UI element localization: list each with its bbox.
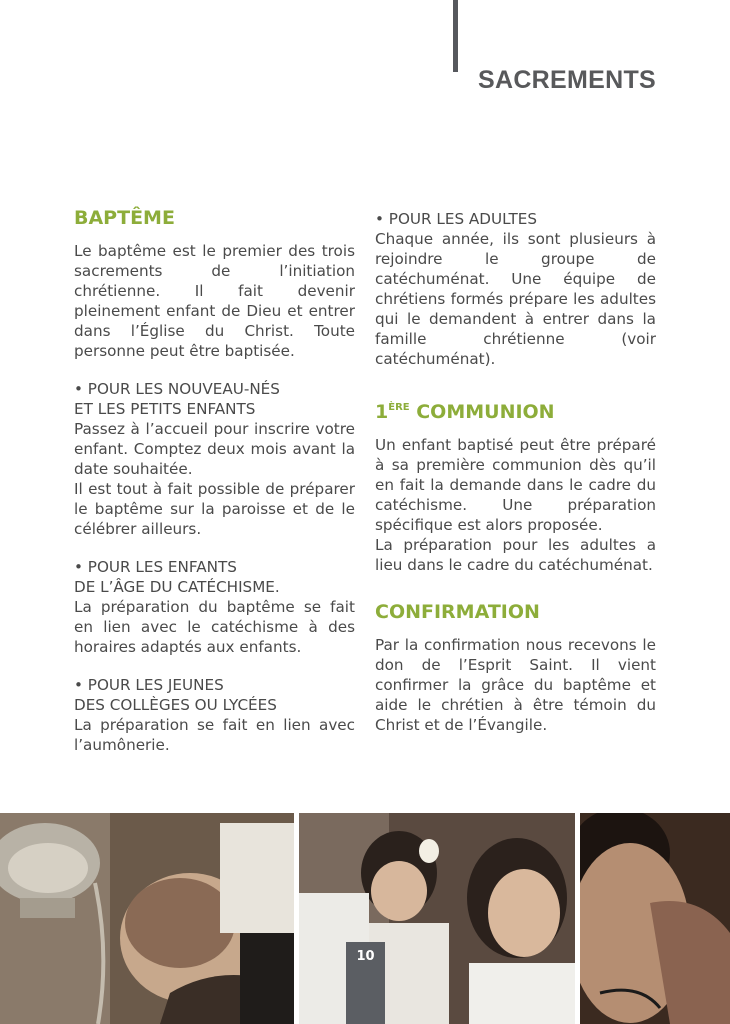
confirmation-block [375,599,656,735]
section-title: • POUR LES ADULTES [375,210,538,228]
confirmation-heading: CONFIRMATION [375,601,540,623]
section-text: La préparation du baptême se fait en lien avec le catéchisme à des horaires adaptés aux enfants. [74,598,355,656]
communion-heading-sup: ÈRE [388,402,410,413]
confirmation-photo [580,813,730,1024]
section-text: La préparation se fait en lien avec l’aumônerie. [74,716,355,754]
section-title: • POUR LES JEUNES [74,676,224,694]
communion-text-2: La préparation pour les adultes a lieu dans le cadre du catéchuménat. [375,536,656,574]
communion-block [375,395,656,575]
section-title: DES COLLÈGES OU LYCÉES [74,696,277,714]
bapteme-heading: BAPTÊME [74,207,175,229]
communion-text: Un enfant baptisé peut être préparé à sa première communion dès qu’il en fait la demande dans le cadre du catéchisme. Une préparation spécifique est alors proposée. [375,436,656,534]
baptism-photo [0,813,294,1024]
section-text: Il est tout à fait possible de préparer le baptême sur la paroisse et de le célébrer ailleurs. [74,480,355,538]
bapteme-section-nouveau-nes [74,379,355,539]
bapteme-block [74,205,355,361]
section-title: DE L’ÂGE DU CATÉCHISME. [74,578,280,596]
adultes-block [375,209,656,369]
section-title: ET LES PETITS ENFANTS [74,400,256,418]
header-rule [453,0,458,72]
section-text: Chaque année, ils sont plusieurs à rejoindre le groupe de catéchuménat. Une équipe de chrétiens formés prépare les adultes qui le demandent à entrer dans la famille chrétienne (voir catéchuménat). [375,230,656,368]
page-title: SACREMENTS [477,66,656,94]
communion-heading-number: 1 [375,401,389,423]
section-title: • POUR LES ENFANTS [74,558,237,576]
communion-photo [299,813,575,1024]
left-column [74,205,355,773]
confirmation-text: Par la confirmation nous recevons le don de l’Esprit Saint. Il vient confirmer la grâce du baptême et aide le chrétien à être témoin du Christ et de l’Évangile. [375,636,656,734]
bapteme-section-enfants [74,557,355,657]
page-number: 10 [346,942,385,1024]
bapteme-intro: Le baptême est le premier des trois sacrements de l’initiation chrétienne. Il fait devenir pleinement enfant de Dieu et entrer dans l’Église du Christ. Toute personne peut être baptisée. [74,242,355,360]
section-text: Passez à l’accueil pour inscrire votre enfant. Comptez deux mois avant la date souhaitée. [74,420,355,478]
bapteme-section-jeunes [74,675,355,755]
section-title: • POUR LES NOUVEAU-NÉS [74,380,280,398]
right-column [375,209,656,753]
communion-heading [375,395,656,425]
communion-heading-text: COMMUNION [409,401,555,423]
